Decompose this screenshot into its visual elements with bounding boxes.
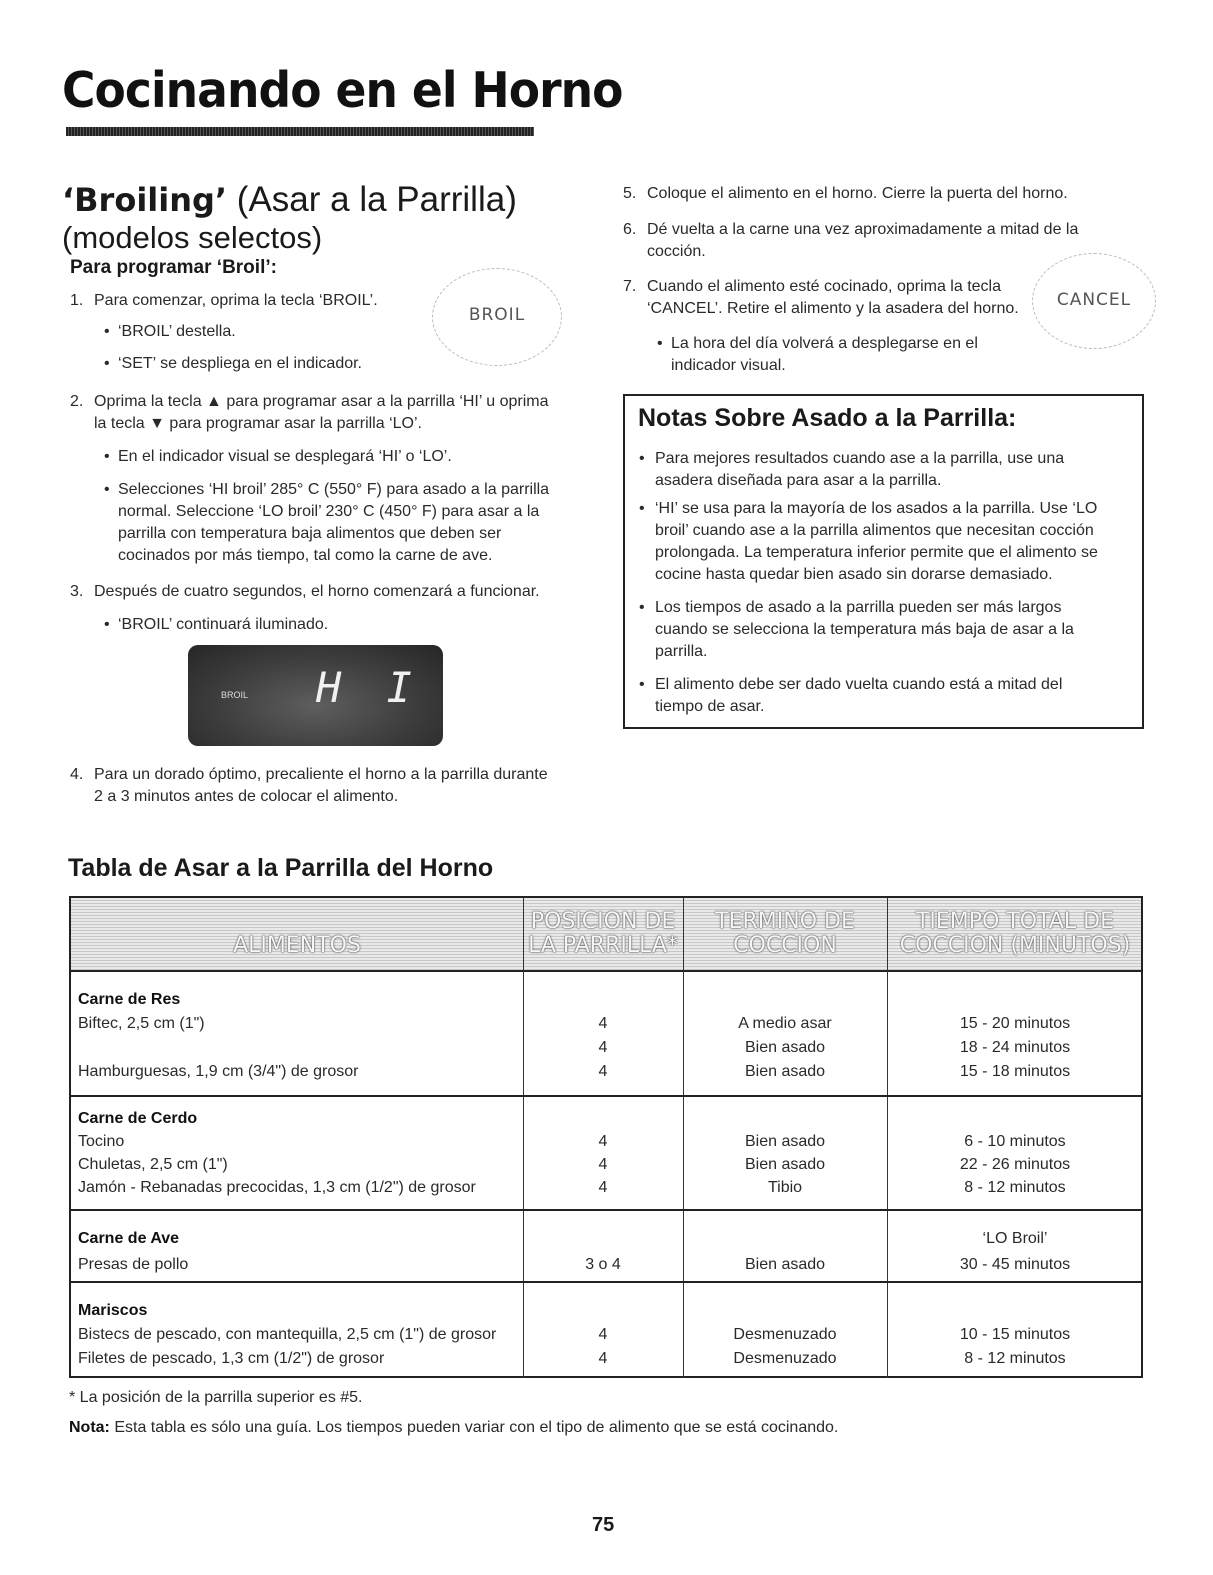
time-cell: 18 - 24 minutos (959, 1039, 1071, 1056)
doneness-cell: Bien asado (744, 1156, 826, 1173)
bullet-text: • ‘BROIL’ destella. (118, 321, 236, 343)
doneness-cell: Bien asado (744, 1256, 826, 1273)
broil-key-icon (432, 268, 562, 366)
step-text: ‘CANCEL’. Retire el alimento y la asadera del horno. (647, 300, 1019, 317)
doneness-cell: Bien asado (744, 1063, 826, 1080)
header-position-l2: LA PARRILLA* (528, 933, 678, 958)
row-divider (71, 1281, 1141, 1283)
notes-box (623, 394, 1144, 729)
step-text: Cuando el alimento esté cocinado, oprima la tecla (647, 278, 1001, 295)
note-label: Nota: (69, 1419, 110, 1436)
category-beef: Carne de Res (78, 991, 181, 1008)
doneness-cell: Bien asado (744, 1133, 826, 1150)
note-text: Esta tabla es sólo una guía. Los tiempos pueden variar con el tipo de alimento que se está cocinando. (109, 1419, 839, 1436)
doneness-cell: Desmenuzado (733, 1350, 837, 1367)
food-cell: Jamón - Rebanadas precocidas, 1,3 cm (1/2") de grosor (78, 1179, 476, 1196)
step-number: 4. (70, 766, 84, 783)
header-position-l1: POSICION DE (530, 909, 676, 934)
time-cell: ‘LO Broil’ (982, 1230, 1048, 1247)
row-divider (71, 1095, 1141, 1097)
step-number: 3. (70, 583, 84, 600)
note-bullet-cont: tiempo de asar. (655, 698, 765, 715)
time-cell: 8 - 12 minutos (964, 1350, 1066, 1367)
note-bullet: • Los tiempos de asado a la parrilla pueden ser más largos (655, 597, 1135, 619)
position-cell: 3 o 4 (585, 1256, 621, 1273)
bullet-cont: normal. Seleccione ‘LO broil’ 230° C (450° F) para asar a la (118, 503, 540, 520)
time-cell: 30 - 45 minutos (959, 1256, 1071, 1273)
broil-key-label: BROIL (468, 305, 526, 325)
time-cell: 6 - 10 minutos (964, 1133, 1066, 1150)
display-value: H I (316, 663, 422, 712)
position-cell: 4 (598, 1326, 608, 1343)
table-note (69, 1419, 838, 1437)
doneness-cell: Desmenuzado (733, 1326, 837, 1343)
display-broil-label: BROIL (221, 690, 249, 700)
category-pork: Carne de Cerdo (78, 1110, 198, 1127)
step-text: Para un dorado óptimo, precaliente el horno a la parrilla durante (94, 766, 548, 783)
food-cell: Chuletas, 2,5 cm (1") (78, 1156, 228, 1173)
note-bullet: • Para mejores resultados cuando ase a la parrilla, use una (655, 448, 1135, 470)
bullet-text: • Selecciones ‘HI broil’ 285° C (550° F) para asado a la parrilla (118, 479, 549, 501)
section-title-bold: ‘Broiling’ (62, 181, 228, 219)
bullet-cont: indicador visual. (671, 357, 786, 374)
header-doneness-l2: COCCION (733, 933, 837, 958)
bullet-text: • En el indicador visual se desplegará ‘HI’ o ‘LO’. (118, 446, 452, 468)
note-bullet: • ‘HI’ se usa para la mayoría de los asados a la parrilla. Use ‘LO (655, 498, 1135, 520)
bullet-text: • ‘SET’ se despliega en el indicador. (118, 353, 362, 375)
table-footnote: * La posición de la parrilla superior es #5. (69, 1389, 363, 1406)
time-cell: 22 - 26 minutos (959, 1156, 1071, 1173)
time-cell: 8 - 12 minutos (964, 1179, 1066, 1196)
doneness-cell: Bien asado (744, 1039, 826, 1056)
header-doneness-l1: TERMINO DE (715, 909, 855, 934)
position-cell: 4 (598, 1133, 608, 1150)
food-cell: Bistecs de pescado, con mantequilla, 2,5 cm (1") de grosor (78, 1326, 497, 1343)
notes-title: Notas Sobre Asado a la Parrilla: (638, 404, 1017, 432)
program-heading: Para programar ‘Broil’: (70, 257, 277, 278)
header-food: ALIMENTOS (233, 933, 361, 958)
table-title: Tabla de Asar a la Parrilla del Horno (68, 854, 494, 882)
position-cell: 4 (598, 1350, 608, 1367)
step-number: 5. (623, 185, 637, 202)
row-divider (71, 970, 1141, 972)
position-cell: 4 (598, 1039, 608, 1056)
bullet-cont: cocinados por más tiempo, tal como la carne de ave. (118, 547, 493, 564)
food-cell: Presas de pollo (78, 1256, 189, 1273)
page-title: Cocinando en el Horno (62, 62, 623, 119)
table-header (71, 898, 1141, 970)
note-bullet-cont: cuando se selecciona la temperatura más baja de asar a la (655, 621, 1074, 638)
note-bullet-cont: parrilla. (655, 643, 708, 660)
section-title-rest: (Asar a la Parrilla) (227, 180, 517, 219)
time-cell: 15 - 18 minutos (959, 1063, 1071, 1080)
note-bullet-cont: cocine hasta quedar bien asado sin dorarse demasiado. (655, 566, 1053, 583)
section-subtitle: (modelos selectos) (62, 220, 323, 255)
step-text: cocción. (647, 243, 706, 260)
cancel-key-label: CANCEL (1056, 290, 1132, 310)
position-cell: 4 (598, 1156, 608, 1173)
food-cell: Filetes de pescado, 1,3 cm (1/2") de grosor (78, 1350, 385, 1367)
step-text: Dé vuelta a la carne una vez aproximadamente a mitad de la (647, 221, 1079, 238)
time-cell: 10 - 15 minutos (959, 1326, 1071, 1343)
step-text: Oprima la tecla ▲ para programar asar a la parrilla ‘HI’ u oprima (94, 393, 549, 410)
category-poultry: Carne de Ave (78, 1230, 180, 1247)
step-text: Coloque el alimento en el horno. Cierre la puerta del horno. (647, 185, 1068, 202)
food-cell: Hamburguesas, 1,9 cm (3/4") de grosor (78, 1063, 359, 1080)
step-text: Después de cuatro segundos, el horno comenzará a funcionar. (94, 583, 540, 600)
cancel-key-icon (1032, 253, 1156, 349)
position-cell: 4 (598, 1063, 608, 1080)
step-text: Para comenzar, oprima la tecla ‘BROIL’. (94, 292, 378, 309)
category-seafood: Mariscos (78, 1302, 148, 1319)
row-divider (71, 1209, 1141, 1211)
note-bullet-cont: asadera diseñada para asar a la parrilla. (655, 472, 942, 489)
doneness-cell: Tibio (767, 1179, 803, 1196)
bullet-cont: parrilla con temperatura baja alimentos que deben ser (118, 525, 502, 542)
food-cell: Tocino (78, 1133, 125, 1150)
oven-display-panel (188, 645, 443, 746)
broil-table (69, 896, 1143, 1378)
step-text: la tecla ▼ para programar asar la parrilla ‘LO’. (94, 415, 422, 432)
position-cell: 4 (598, 1179, 608, 1196)
doneness-cell: A medio asar (738, 1015, 832, 1032)
step-number: 1. (70, 292, 84, 309)
step-text: 2 a 3 minutos antes de colocar el alimento. (94, 788, 399, 805)
bullet-text: • ‘BROIL’ continuará iluminado. (118, 614, 328, 636)
header-time-l1: TIEMPO TOTAL DE (915, 909, 1114, 934)
note-bullet-cont: broil’ cuando ase a la parrilla alimentos que necesitan cocción (655, 522, 1094, 539)
header-time-l2: COCCION (MINUTOS) (899, 933, 1131, 958)
note-bullet-cont: prolongada. La temperatura inferior permite que el alimento se (655, 544, 1098, 561)
step-number: 2. (70, 393, 84, 410)
time-cell: 15 - 20 minutos (959, 1015, 1071, 1032)
page-number: 75 (592, 1514, 615, 1536)
food-cell: Biftec, 2,5 cm (1") (78, 1015, 205, 1032)
note-bullet: • El alimento debe ser dado vuelta cuando está a mitad del (655, 674, 1135, 696)
step-number: 7. (623, 278, 637, 295)
position-cell: 4 (598, 1015, 608, 1032)
step-number: 6. (623, 221, 637, 238)
bullet-text: • La hora del día volverá a desplegarse en el (671, 333, 978, 355)
